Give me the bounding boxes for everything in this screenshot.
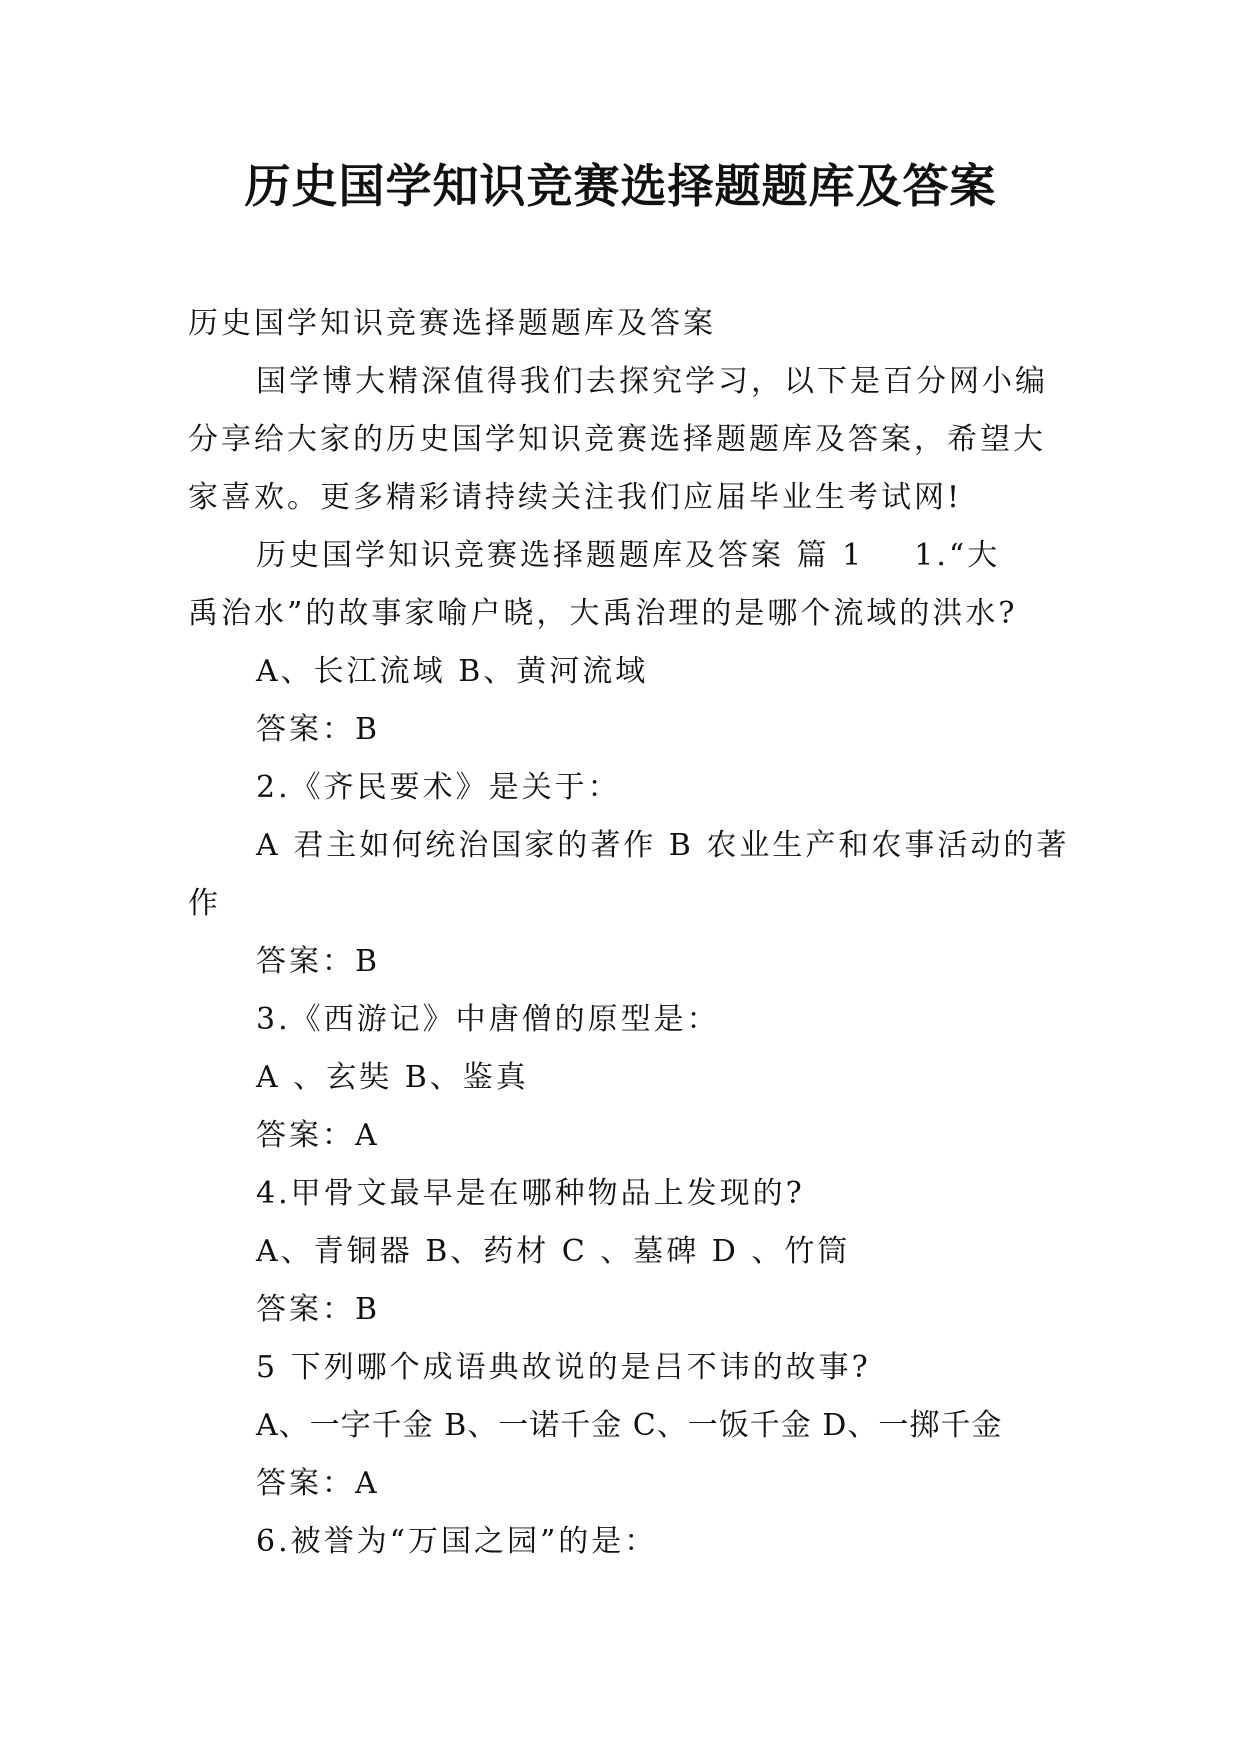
question-line: 2.《齐民要术》是关于： [256,770,621,805]
options-line: A、青铜器 B、药材 C 、墓碑 D 、竹筒 [256,1234,851,1269]
question-line: 5 下列哪个成语典故说的是吕不讳的故事? [256,1350,871,1385]
options-line: A 君主如何统治国家的著作 B 农业生产和农事活动的著 [256,828,1070,863]
answer-line: 答案：B [256,944,381,979]
intro-paragraph-line: 家喜欢。更多精彩请持续关注我们应届毕业生考试网! [188,480,963,515]
document-body [188,295,1070,1571]
intro-paragraph-line: 分享给大家的历史国学知识竞赛选择题题库及答案，希望大 [188,422,1046,457]
options-line: 作 [188,886,221,921]
question-line: 3.《西游记》中唐僧的原型是： [256,1002,720,1037]
question-line: 禹治水”的故事家喻户晓，大禹治理的是哪个流域的洪水? [188,596,1018,631]
document-title: 历史国学知识竞赛选择题题库及答案 [244,159,997,213]
answer-line: 答案：A [256,1466,380,1501]
options-line: A、长江流域 B、黄河流域 [256,654,649,689]
options-line: A、一字千金 B、一诺千金 C、一饭千金 D、一掷千金 [256,1408,1003,1443]
options-line: A 、玄奘 B、鉴真 [256,1060,529,1095]
question-line: 6.被誉为“万国之园”的是： [256,1524,658,1559]
answer-line: 答案：A [256,1118,380,1153]
question-line: 4.甲骨文最早是在哪种物品上发现的? [256,1176,805,1211]
answer-line: 答案：B [256,1292,381,1327]
section-heading-line: 历史国学知识竞赛选择题题库及答案 篇 1 1.“大 [256,538,1001,573]
answer-line: 答案：B [256,712,381,747]
subtitle-line: 历史国学知识竞赛选择题题库及答案 [188,306,716,341]
intro-paragraph-line: 国学博大精深值得我们去探究学习，以下是百分网小编 [256,364,1048,399]
